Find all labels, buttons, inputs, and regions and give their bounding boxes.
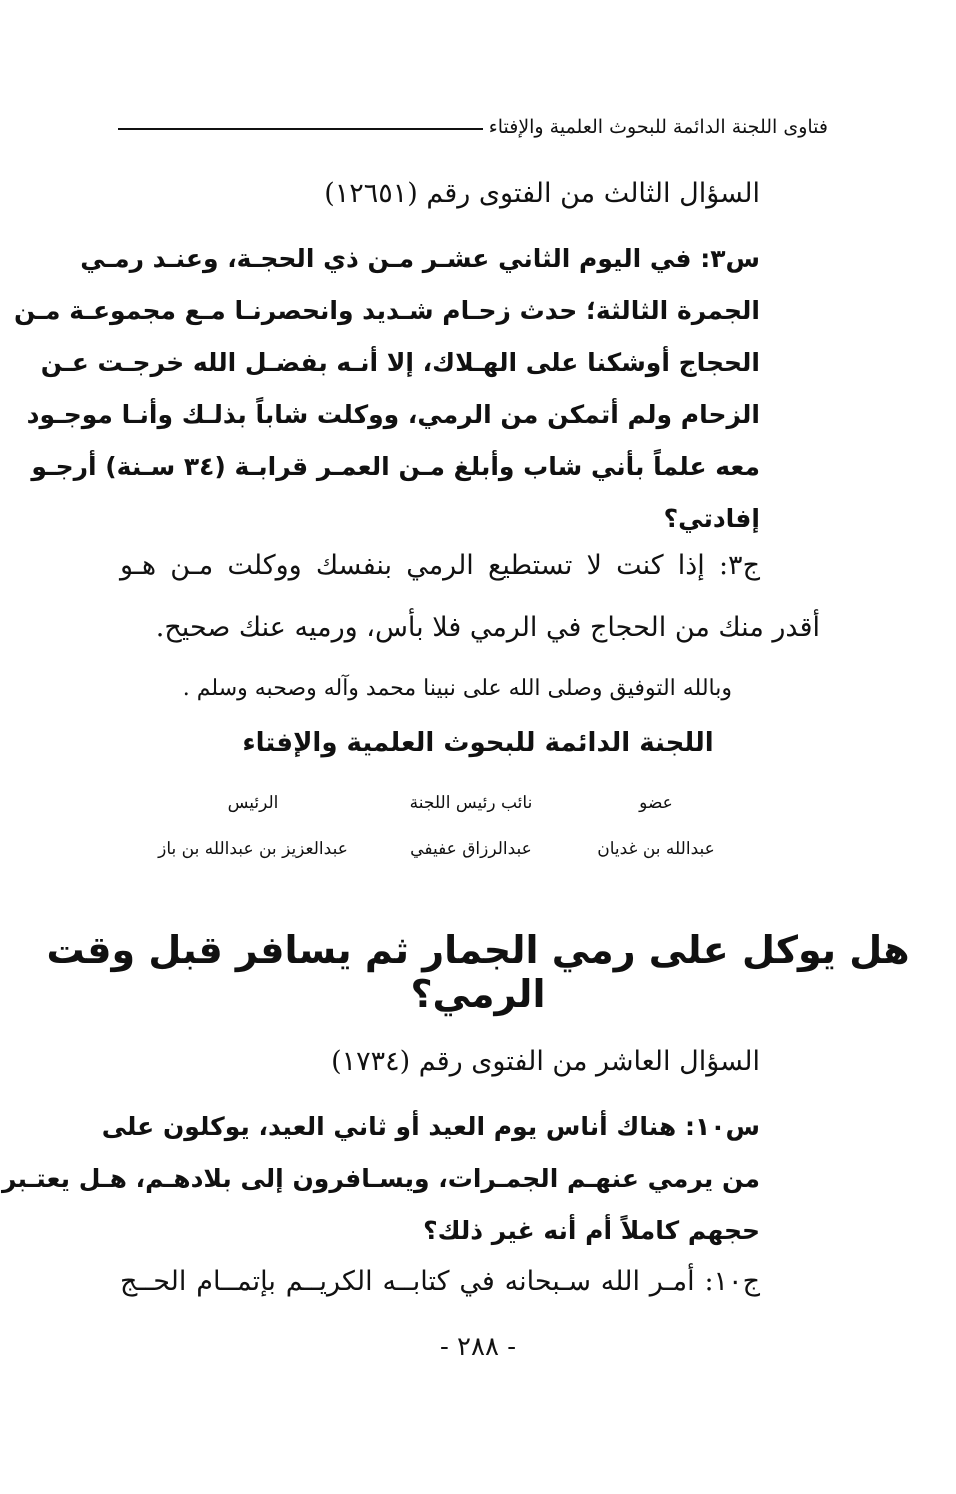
question-line: حجهم كاملاً أم أنه غير ذلك؟ <box>423 1216 760 1245</box>
page-number: - ٢٨٨ - <box>439 1332 517 1362</box>
signatory-role: عضو <box>639 793 673 813</box>
signatory-name: عبدالله بن غديان <box>597 839 715 859</box>
fatwa-source-1: السؤال الثالث من الفتوى رقم (١٢٦٥١) <box>324 178 760 209</box>
answer-line: ج٣: إذا كنت لا تستطيع الرمي بنفسك ووكلت مـن هـو <box>120 550 760 581</box>
answer-line: أقدر منك من الحجاج في الرمي فلا بأس، ورميه عنك صحيح. <box>155 612 820 643</box>
header-rule <box>118 128 483 130</box>
question-line: الجمرة الثالثة؛ حدث زحـام شـديد وانحصرنـا مـع مجموعـة مـن <box>14 296 760 325</box>
signatory-vice-chair <box>376 780 566 872</box>
question-line: إفادتي؟ <box>663 504 760 533</box>
question-line: س١٠: هناك أناس يوم العيد أو ثاني العيد، يوكلون على <box>101 1112 760 1141</box>
running-header <box>118 110 828 144</box>
signatory-member <box>576 780 736 872</box>
fatwa-source-2: السؤال العاشر من الفتوى رقم (١٧٣٤) <box>331 1046 760 1077</box>
signatory-name: عبدالرزاق عفيفي <box>410 839 532 859</box>
closing-formula: وبالله التوفيق وصلى الله على نبينا محمد وآله وصحبه وسلم . <box>182 676 732 701</box>
committee-title: اللجنة الدائمة للبحوث العلمية والإفتاء <box>242 728 714 758</box>
signatory-role: الرئيس <box>227 793 279 813</box>
running-header-title: فتاوى اللجنة الدائمة للبحوث العلمية والإفتاء <box>488 116 828 138</box>
signatory-name: عبدالعزيز بن عبدالله بن باز <box>158 839 348 859</box>
question-line: الحجاج أوشكنا على الهـلاك، إلا أنـه بفضـل الله خرجـت عـن <box>40 348 760 377</box>
question-line: من يرمي عنهـم الجمـرات، ويسـافرون إلى بلادهـم، هـل يعتـبر <box>2 1164 760 1193</box>
question-line: الزحام ولم أتمكن من الرمي، ووكلت شاباً بذلـك وأنـا موجـود <box>26 400 760 429</box>
section-heading: هل يوكل على رمي الجمار ثم يسافر قبل وقت الرمي؟ <box>46 928 910 1016</box>
question-line: معه علماً بأني شاب وأبلغ مـن العمـر قرابـة (٣٤ سـنة) أرجـو <box>31 452 760 481</box>
answer-line: ج١٠: أمـر الله سـبحانه في كتابــه الكريــم بإتمــام الحــج <box>120 1266 760 1297</box>
signatory-chair <box>138 780 368 872</box>
question-line: س٣: في اليوم الثاني عشـر مـن ذي الحجـة، وعنـد رمـي <box>80 244 760 273</box>
signatory-role: نائب رئيس اللجنة <box>409 793 533 813</box>
